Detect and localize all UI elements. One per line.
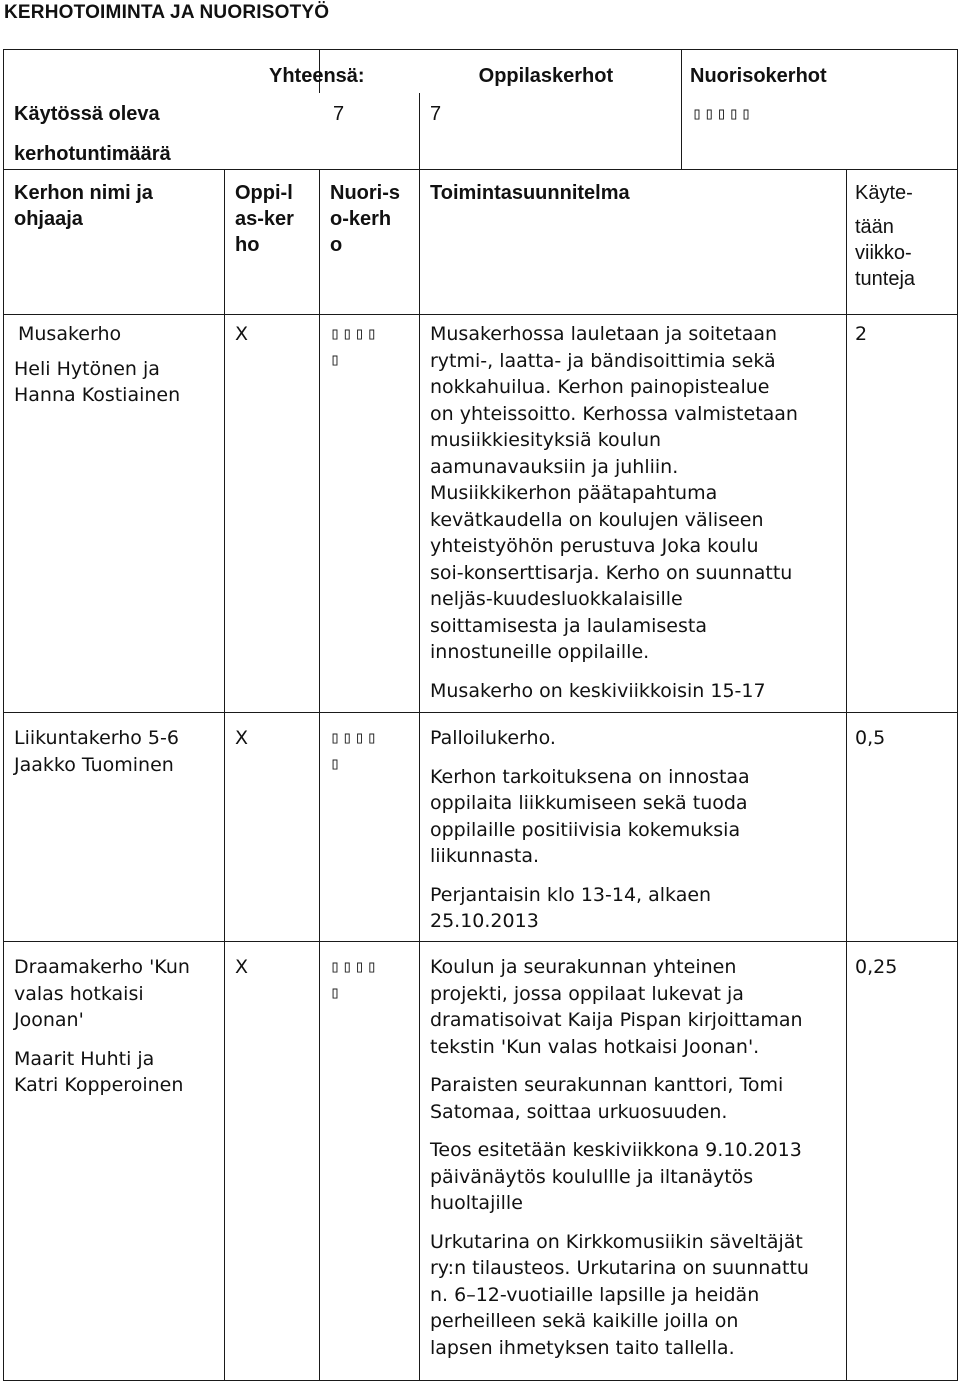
plan-paragraph: Paraisten seurakunnan kanttori, Tomi Satomaa, soittaa urkuosuuden. <box>430 1074 784 1123</box>
plan-cell <box>420 942 847 1381</box>
col-header-oppilas: Oppi-l as-ker ho <box>225 170 320 315</box>
club-table <box>3 49 958 1381</box>
plan-paragraph: Urkutarina on Kirkkomusiikin säveltäjät ry:n tilausteos. Urkutarina on suunnattu n. 6–12-vuotiaille lapsille ja heidän perheilleen sekä kaikille joilla on lapsen ihmetyksen taito tallella. <box>430 1230 809 1359</box>
hours-value: 0,5 <box>847 713 958 942</box>
oppilas-mark: X <box>225 942 320 1381</box>
nuoriso-mark: ▯▯▯▯ ▯ <box>320 942 420 1381</box>
table-row <box>4 315 958 713</box>
summary-header-total: Yhteensä: <box>269 65 365 87</box>
page-title: KERHOTOIMINTA JA NUORISOTYÖ <box>4 2 330 23</box>
plan-paragraph: Musakerhossa lauletaan ja soitetaan rytmi-, laatta- ja bändisoittimia sekä nokkahuilua. Kerhon painopistealue on yhteissoitto. Kerhossa valmistetaan musiikkiesityksiä koulun aamunavauksiin ja juhliin. Musiikkikerhon päätapahtuma kevätkaudella on koulujen väliseen yhteistyöhön perustuva Joka koulu soi-konserttisarja. Kerho on suunnattu neljäs-kuudesluokkalaisille soittamisesta ja laulamisesta innostuneille oppilaille. <box>430 323 798 663</box>
plan-paragraph: Palloilukerho. <box>430 727 556 749</box>
club-name-cell: Liikuntakerho 5-6 Jaakko Tuominen <box>4 713 225 942</box>
col-header-plan: Toimintasuunnitelma <box>420 170 847 315</box>
summary-header-nuoriso: Nuorisokerhot <box>690 65 827 87</box>
club-name-cell: Musakerho Heli Hytönen ja Hanna Kostiainen <box>4 315 225 713</box>
plan-paragraph: Koulun ja seurakunnan yhteinen projekti, jossa oppilaat lukevat ja dramatisoivat Kaija Pispan kirjoittaman tekstin 'Kun valas hotkaisi Joonan'. <box>430 956 803 1058</box>
plan-paragraph: Teos esitetään keskiviikkona 9.10.2013 päivänäytös koulullle ja iltanäytös huoltajille <box>430 1139 802 1214</box>
summary-header-oppilas: Oppilaskerhot <box>478 65 614 87</box>
plan-paragraph: Kerhon tarkoituksena on innostaa oppilaita liikkumiseen sekä tuoda oppilaille positiivisia kokemuksia liikunnasta. <box>430 765 750 867</box>
summary-values-row <box>4 93 958 170</box>
club-name-cell: Draamakerho 'Kun valas hotkaisi Joonan' Maarit Huhti ja Katri Kopperoinen <box>4 942 225 1381</box>
summary-label: Käytössä oleva kerhotuntimäärä <box>14 102 171 165</box>
plan-paragraph: Musakerho on keskiviikkoisin 15-17 <box>430 679 766 702</box>
col-header-name: Kerhon nimi ja ohjaaja <box>4 170 225 315</box>
oppilas-mark: X <box>225 315 320 713</box>
nuoriso-mark: ▯▯▯▯ ▯ <box>320 713 420 942</box>
plan-paragraph: Perjantaisin klo 13-14, alkaen 25.10.2013 <box>430 883 712 932</box>
oppilas-mark: X <box>225 713 320 942</box>
col-header-hours: Käyte- tään viikko- tunteja <box>847 170 958 315</box>
summary-oppilas-value: 7 <box>430 102 442 125</box>
col-header-nuoriso: Nuori-s o-kerh o <box>320 170 420 315</box>
table-row <box>4 942 958 1381</box>
summary-nuoriso-value: ▯▯▯▯▯ <box>692 103 754 124</box>
summary-header-row <box>4 50 958 93</box>
table-row <box>4 713 958 942</box>
hours-value: 0,25 <box>847 942 958 1381</box>
column-header-row <box>4 170 958 315</box>
nuoriso-mark: ▯▯▯▯ ▯ <box>320 315 420 713</box>
summary-total-value: 7 <box>333 102 345 125</box>
hours-value: 2 <box>847 315 958 713</box>
plan-cell <box>420 315 847 713</box>
plan-cell <box>420 713 847 942</box>
